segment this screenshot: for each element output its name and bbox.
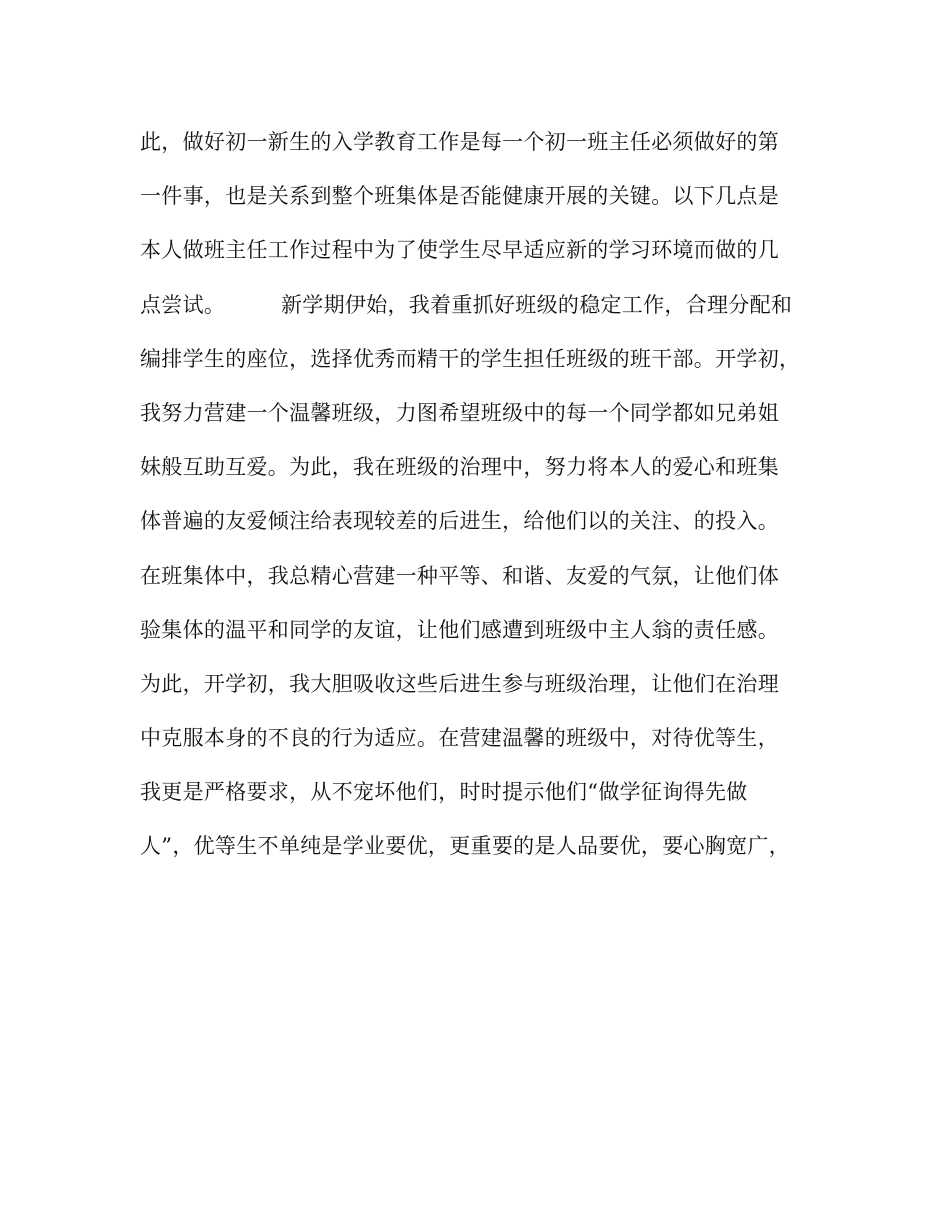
text-line-10: 验集体的温平和同学的友谊，让他们感遭到班级中主人翁的责任感。	[140, 617, 779, 642]
text-line-3: 本人做班主任工作过程中为了使学生尽早适应新的学习环境而做的几	[140, 238, 779, 263]
text-line-4: 点尝试。 新学期伊始，我着重抓好班级的稳定工作，合理分配和	[140, 292, 793, 317]
text-line-14: 人”，优等生不单纯是学业要优，更重要的是人品要优，要心胸宽广，	[140, 834, 791, 859]
text-line-13: 我更是严格要求，从不宠坏他们，时时提示他们“做学征询得先做	[140, 780, 748, 805]
text-line-1: 此，做好初一新生的入学教育工作是每一个初一班主任必须做好的第	[140, 130, 779, 154]
text-line-8: 体普遍的友爱倾注给表现较差的后进生，给他们以的关注、的投入。	[140, 509, 779, 534]
text-line-9: 在班集体中，我总精心营建一种平等、和谐、友爱的气氛，让他们体	[140, 563, 779, 588]
text-line-7: 妹般互助互爱。为此，我在班级的治理中，努力将本人的爱心和班集	[140, 455, 779, 480]
text-line-12: 中克服本身的不良的行为适应。在营建温馨的班级中，对待优等生，	[140, 726, 779, 751]
text-line-2: 一件事，也是关系到整个班集体是否能健康开展的关键。以下几点是	[140, 184, 779, 209]
text-line-6: 我努力营建一个温馨班级，力图希望班级中的每一个同学都如兄弟姐	[140, 400, 779, 425]
text-line-11: 为此，开学初，我大胆吸收这些后进生参与班级治理，让他们在治理	[140, 671, 779, 696]
text-line-5: 编排学生的座位，选择优秀而精干的学生担任班级的班干部。开学初，	[140, 346, 801, 371]
body-text	[140, 122, 810, 881]
